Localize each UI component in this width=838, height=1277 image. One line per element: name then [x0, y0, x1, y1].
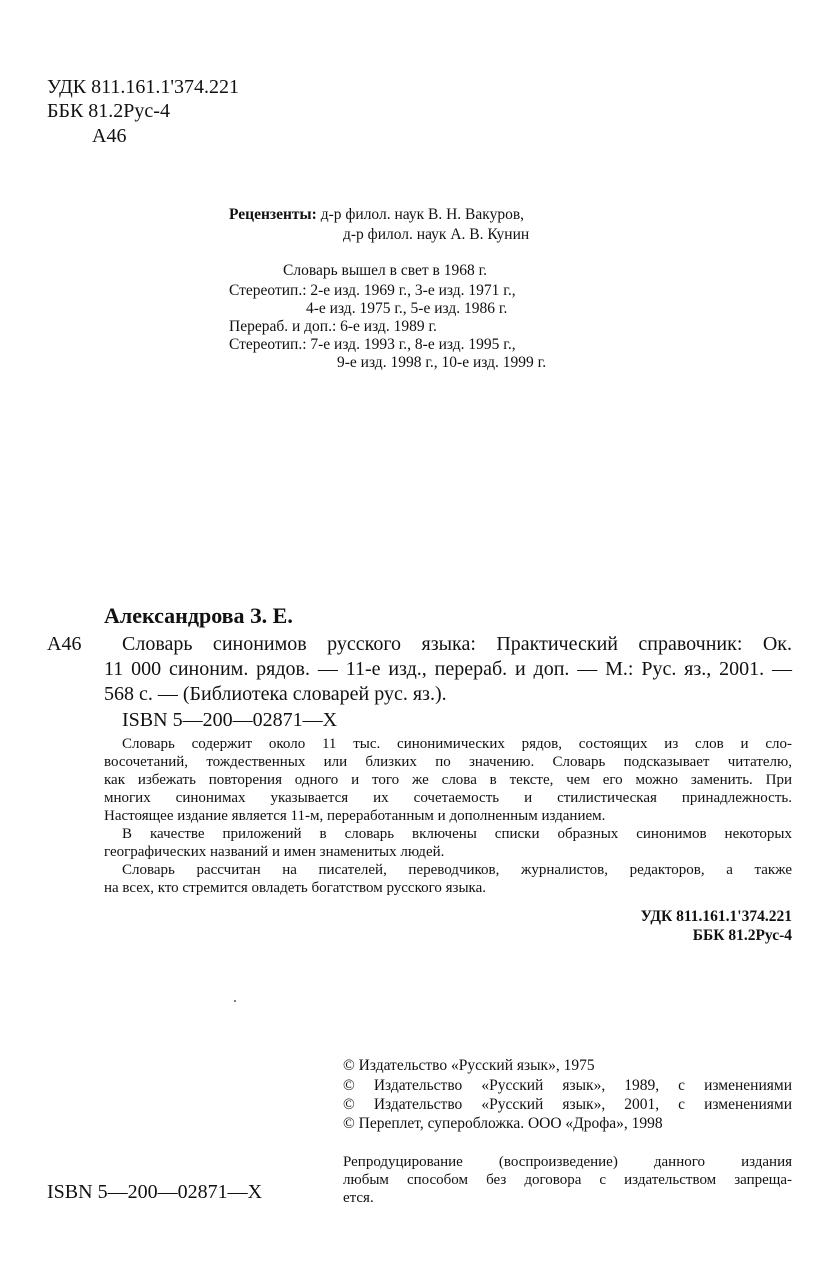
annotation-line3: как избежать повторения одного и того же слова в тексте, чем его можно заменить. При	[104, 772, 792, 788]
stray-dot	[234, 1000, 236, 1002]
reproduction-line2: любым способом без договора с издательством запреща-	[343, 1172, 792, 1188]
annotation-line8: Словарь рассчитан на писателей, переводчиков, журналистов, редакторов, а также	[122, 862, 792, 878]
annotation-line2: восочетаний, тождественных или близких по значению. Словарь подсказывает читателю,	[104, 754, 792, 770]
footer-isbn: ISBN 5—200—02871—X	[47, 1181, 263, 1203]
classification-udk: УДК 811.161.1'374.221	[640, 908, 792, 925]
copyright-2001: © Издательство «Русский язык», 2001, с изменениями	[343, 1096, 792, 1113]
annotation-line4: многих синонимах указывается их сочетаемость и стилистическая принадлежность.	[104, 790, 792, 806]
annotation-line7: географических названий и имен знаменитых людей.	[104, 844, 445, 860]
catalog-mark: А46	[47, 633, 82, 655]
annotation-line5: Настоящее издание является 11-м, переработанным и дополненным изданием.	[104, 808, 606, 824]
catalog-author: Александрова З. Е.	[104, 603, 293, 628]
edition-line5: 9-е изд. 1998 г., 10-е изд. 1999 г.	[337, 354, 547, 371]
reproduction-line3: ется.	[343, 1190, 374, 1206]
udk-code: УДК 811.161.1'374.221	[47, 76, 239, 98]
reviewers-line1	[229, 206, 524, 224]
reviewer-kunin: д-р филол. наук А. В. Кунин	[343, 226, 530, 243]
annotation-line1: Словарь содержит около 11 тыс. синонимических рядов, состоящих из слов и сло-	[122, 736, 792, 752]
catalog-title-line2: 11 000 синоним. рядов. — 11-е изд., перераб. и доп. — М.: Рус. яз., 2001. —	[104, 658, 792, 680]
edition-line4: Стереотип.: 7-е изд. 1993 г., 8-е изд. 1995 г.,	[229, 336, 516, 353]
copyright-1975: © Издательство «Русский язык», 1975	[343, 1057, 595, 1074]
annotation-line6: В качестве приложений в словарь включены списки образных синонимов некоторых	[122, 826, 792, 842]
reviewer-vakurov: д-р филол. наук В. Н. Вакуров,	[320, 206, 525, 223]
edition-first: Словарь вышел в свет в 1968 г.	[283, 262, 488, 279]
catalog-isbn: ISBN 5—200—02871—X	[122, 709, 338, 731]
author-mark: А46	[92, 125, 127, 147]
copyright-binding: © Переплет, суперобложка. ООО «Дрофа», 1998	[343, 1115, 663, 1132]
annotation-line9: на всех, кто стремится овладеть богатством русского языка.	[104, 880, 486, 896]
copyright-1989: © Издательство «Русский язык», 1989, с изменениями	[343, 1077, 792, 1094]
bbk-code: ББК 81.2Рус-4	[47, 100, 170, 122]
reproduction-line1: Репродуцирование (воспроизведение) данного издания	[343, 1154, 792, 1170]
edition-line1: Стереотип.: 2-е изд. 1969 г., 3-е изд. 1971 г.,	[229, 282, 516, 299]
catalog-title-line1: Словарь синонимов русского языка: Практический справочник: Ок.	[122, 633, 792, 655]
edition-line2: 4-е изд. 1975 г., 5-е изд. 1986 г.	[306, 300, 508, 317]
classification-bbk: ББК 81.2Рус-4	[692, 927, 792, 944]
catalog-title-line3: 568 с. — (Библиотека словарей рус. яз.).	[104, 683, 447, 705]
reviewers-label: Рецензенты:	[229, 206, 317, 223]
edition-line3: Перераб. и доп.: 6-е изд. 1989 г.	[229, 318, 437, 335]
